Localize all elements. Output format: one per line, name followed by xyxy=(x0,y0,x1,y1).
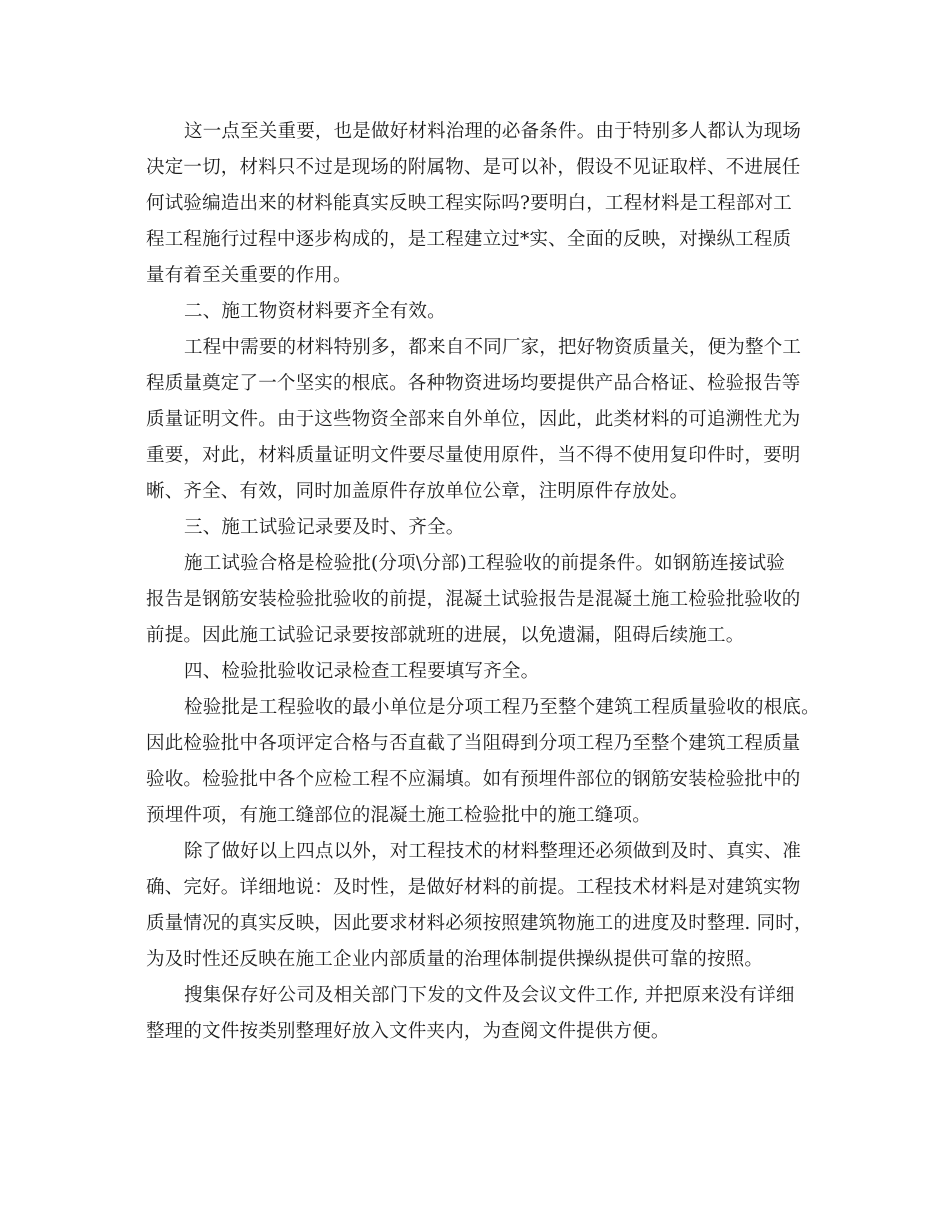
paragraph-5-line-2: 确、完好。详细地说：及时性，是做好材料的前提。工程技术材料是对建筑实物 xyxy=(146,877,801,898)
paragraph-4-line-3: 验收。检验批中各个应检工程不应漏填。如有预埋件部位的钢筋安装检验批中的 xyxy=(146,769,801,790)
paragraph-5-line-1: 除了做好以上四点以外，对工程技术的材料整理还必须做到及时、真实、准 xyxy=(184,841,802,862)
paragraph-1-line-4: 程工程施行过程中逐步构成的，是工程建立过*实、全面的反映，对操纵工程质 xyxy=(146,229,792,250)
section-heading-3: 三、施工试验记录要及时、齐全。 xyxy=(184,517,465,538)
paragraph-1-line-1: 这一点至关重要，也是做好材料治理的必备条件。由于特别多人都认为现场 xyxy=(184,121,802,142)
paragraph-5-line-3: 质量情况的真实反映，因此要求材料必须按照建筑物施工的进度及时整理. 同时， xyxy=(146,913,813,934)
paragraph-2-line-4: 重要，对此，材料质量证明文件要尽量使用原件，当不得不使用复印件时，要明 xyxy=(146,445,801,466)
paragraph-4-line-1: 检验批是工程验收的最小单位是分项工程乃至整个建筑工程质量验收的根底。 xyxy=(184,697,820,718)
paragraph-5-line-4: 为及时性还反映在施工企业内部质量的治理体制提供操纵提供可靠的按照。 xyxy=(146,949,764,970)
paragraph-4-line-2: 因此检验批中各项评定合格与否直截了当阻碍到分项工程乃至整个建筑工程质量 xyxy=(146,733,801,754)
paragraph-4-line-4: 预埋件项，有施工缝部位的混凝土施工检验批中的施工缝项。 xyxy=(146,805,651,826)
paragraph-1-line-2: 决定一切，材料只不过是现场的附属物、是可以补，假设不见证取样、不进展任 xyxy=(146,157,801,178)
paragraph-1-line-5: 量有着至关重要的作用。 xyxy=(146,265,352,286)
paragraph-6-line-2: 整理的文件按类别整理好放入文件夹内，为查阅文件提供方便。 xyxy=(146,1021,670,1042)
paragraph-2-line-1: 工程中需要的材料特别多，都来自不同厂家，把好物资质量关，便为整个工 xyxy=(184,337,802,358)
paragraph-6-line-1: 搜集保存好公司及相关部门下发的文件及会议文件工作, 并把原来没有详细 xyxy=(184,985,795,1006)
paragraph-3-line-3: 前提。因此施工试验记录要按部就班的进展，以免遗漏，阻碍后续施工。 xyxy=(146,625,745,646)
paragraph-2-line-5: 晰、齐全、有效，同时加盖原件存放单位公章，注明原件存放处。 xyxy=(146,481,689,502)
paragraph-2-line-2: 程质量奠定了一个坚实的根底。各种物资进场均要提供产品合格证、检验报告等 xyxy=(146,373,801,394)
paragraph-3-line-2: 报告是钢筋安装检验批验收的前提，混凝土试验报告是混凝土施工检验批验收的 xyxy=(146,589,801,610)
paragraph-3-line-1: 施工试验合格是检验批(分项\分部)工程验收的前提条件。如钢筋连接试验 xyxy=(184,553,785,574)
paragraph-2-line-3: 质量证明文件。由于这些物资全部来自外单位，因此，此类材料的可追溯性尤为 xyxy=(146,409,801,430)
section-heading-2: 二、施工物资材料要齐全有效。 xyxy=(184,301,446,322)
section-heading-4: 四、检验批验收记录检查工程要填写齐全。 xyxy=(184,661,540,682)
document-body xyxy=(146,114,820,1050)
paragraph-1-line-3: 何试验编造出来的材料能真实反映工程实际吗?要明白，工程材料是工程部对工 xyxy=(146,193,792,214)
